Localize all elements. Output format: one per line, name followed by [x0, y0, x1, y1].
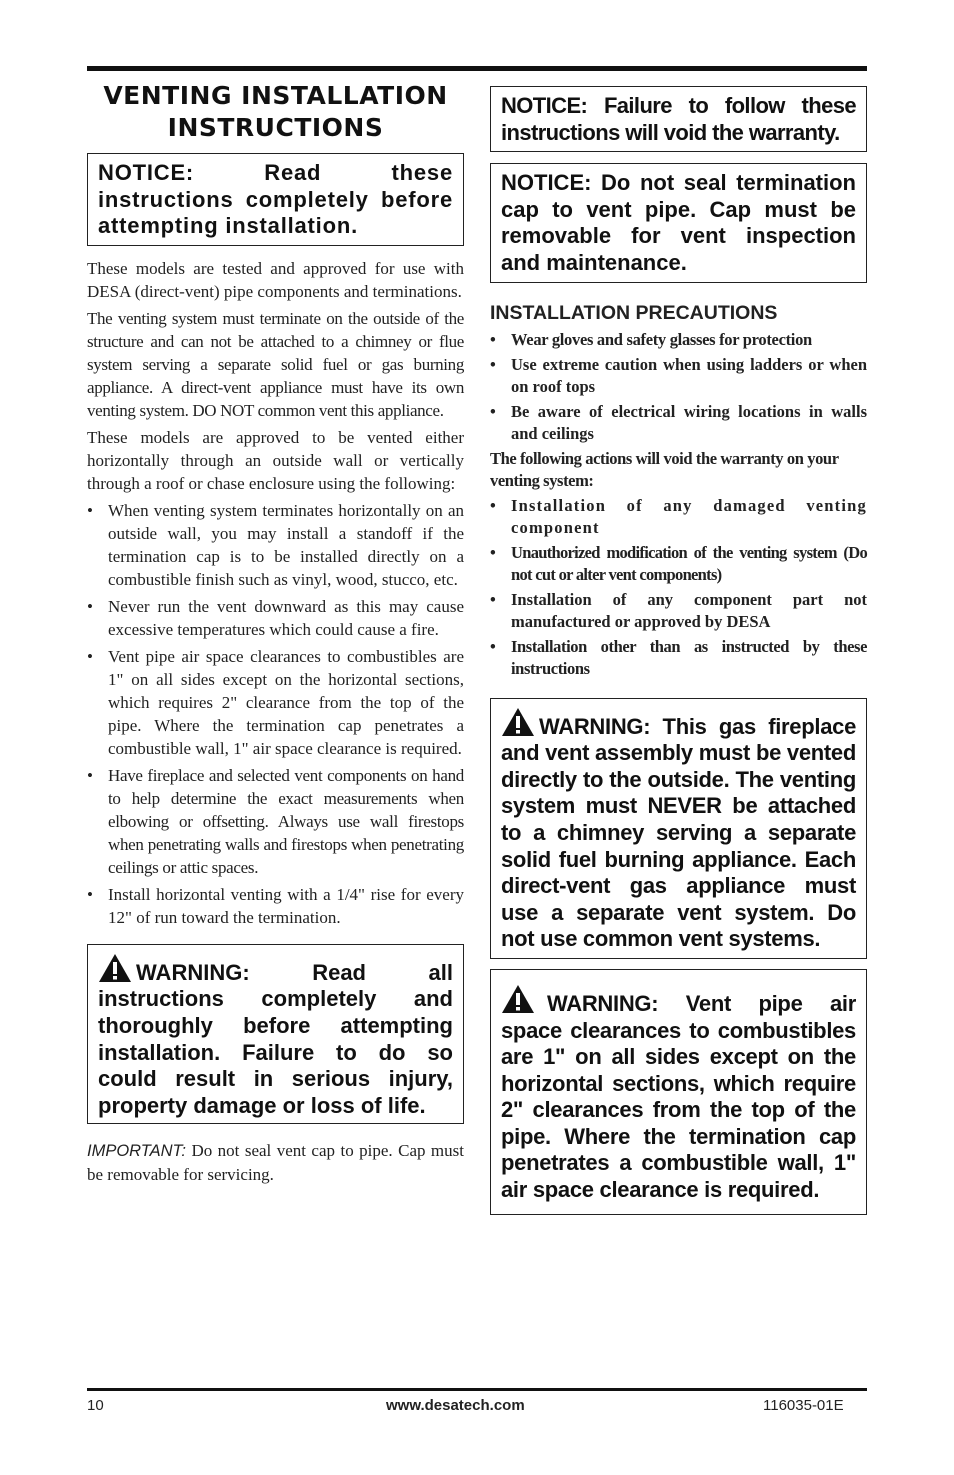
paragraph: The venting system must terminate on the outside of the structure and can not be attached to a chimney or flue system serving a separate solid fuel or gas burning appliance. A direct-vent appliance must have its own venting system. DO NOT common vent this appliance.	[87, 308, 464, 420]
website-link[interactable]: www.desatech.com	[386, 1397, 525, 1414]
list-item: • Installation other than as instructed by these instructions	[490, 636, 867, 678]
list-item: • Be aware of electrical wiring locations in walls and ceilings	[490, 401, 867, 443]
title-line-2: INSTRUCTIONS	[167, 113, 384, 142]
footer-rule	[87, 1388, 867, 1391]
warning-clearance-box	[490, 969, 867, 1215]
notice-warranty-text: NOTICE: Failure to follow these instructions will void the warranty.	[501, 93, 856, 145]
notice-read-text: NOTICE: Read these instructions completely before attempting installation.	[98, 160, 453, 239]
void-list	[490, 495, 867, 680]
important-text: Do not seal vent cap to pipe. Cap must be removable for servicing.	[87, 1141, 464, 1185]
left-column	[87, 80, 464, 1186]
warning-triangle-icon	[501, 984, 535, 1014]
title-line-1: VENTING INSTALLATION	[103, 81, 448, 110]
page-number: 10	[87, 1397, 104, 1414]
notice-seal-box	[490, 163, 867, 282]
list-item: • Installation of any component part not manufactured or approved by DESA	[490, 589, 867, 631]
venting-bullet-list	[87, 499, 464, 929]
precautions-list	[490, 329, 867, 445]
right-column	[490, 86, 867, 1215]
notice-read-box	[87, 153, 464, 246]
document-number: 116035-01E	[763, 1397, 844, 1414]
page-title	[87, 80, 464, 144]
notice-seal-text: NOTICE: Do not seal termination cap to vent pipe. Cap must be removable for vent inspection and maintenance.	[501, 170, 856, 275]
precautions-heading: INSTALLATION PRECAUTIONS	[490, 301, 778, 324]
warning-read-box	[87, 944, 464, 1125]
warning-triangle-icon	[501, 707, 535, 737]
important-label: IMPORTANT:	[87, 1142, 186, 1161]
list-item: • Unauthorized modification of the venting system (Do not cut or alter vent components)	[490, 542, 867, 584]
list-item: • Vent pipe air space clearances to combustibles are 1" on all sides except on the horizontal sections, which requires 2" clearance from the top of the pipe. Where the termination cap penetrates a combustible wall, 1" air space clearance is required.	[87, 646, 464, 758]
warning-triangle-icon	[98, 953, 132, 983]
warning-vented-text: WARNING: This gas fireplace and vent assembly must be vented directly to the outside. The venting system must NEVER be attached to a chimney serving a separate solid fuel burning appliance. Each direct-vent gas appliance must use a separate vent system. Do not use common vent systems.	[501, 713, 856, 952]
list-item: • Use extreme caution when using ladders or when on roof tops	[490, 354, 867, 396]
warning-clearance-text: WARNING: Vent pipe air space clearances to combustibles are 1" on all sides except on the horizontal sections, which require 2" clearances from the top of the pipe. Where the termination cap penetrates a combustible wall, 1" air space clearance is required.	[501, 990, 856, 1203]
list-item: • Wear gloves and safety glasses for protection	[490, 329, 812, 349]
notice-warranty-box	[490, 86, 867, 152]
important-note	[87, 1139, 464, 1186]
paragraph: These models are tested and approved for use with DESA (direct-vent) pipe components and terminations.	[87, 258, 464, 301]
intro-text	[87, 257, 464, 495]
list-item: • When venting system terminates horizontally on an outside wall, you may install a standoff if the termination cap is to be installed directly on a combustible finish such as vinyl, wood, stucco, etc.	[87, 500, 464, 589]
list-item: • Installation of any damaged venting component	[490, 495, 867, 537]
list-item: • Never run the vent downward as this may cause excessive temperatures which could cause a fire.	[87, 596, 464, 639]
void-intro: The following actions will void the warranty on your venting system:	[490, 448, 839, 490]
warning-read-text: WARNING: Read all instructions completely and thoroughly before attempting installation. Failure to do so could result in serious injury, property damage or loss of life.	[98, 959, 453, 1118]
list-item: • Have fireplace and selected vent components on hand to help determine the exact measurements when elbowing or offsetting. Always use wall firestops when penetrating walls and firestops when penetrating ceilings or attic spaces.	[87, 765, 464, 877]
list-item: • Install horizontal venting with a 1/4" rise for every 12" of run toward the termination.	[87, 884, 464, 927]
paragraph: These models are approved to be vented either horizontally through an outside wall or vertically through a roof or chase enclosure using the following:	[87, 427, 464, 493]
top-rule	[87, 66, 867, 71]
warning-vented-box	[490, 698, 867, 959]
